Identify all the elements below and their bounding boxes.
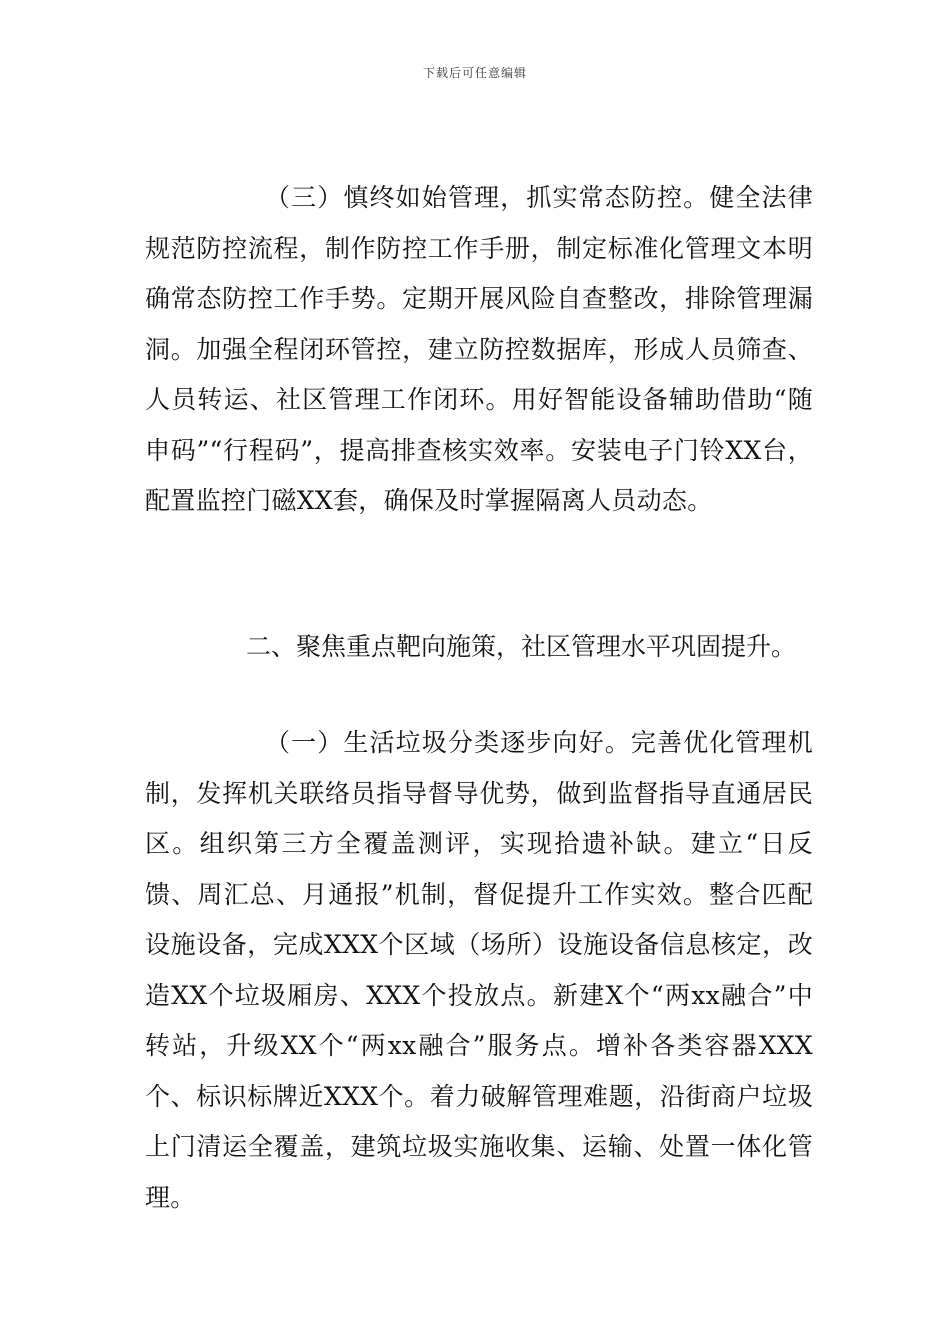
page-header: 下载后可任意编辑 [422,66,527,80]
section-heading: 二、聚焦重点靶向施策，社区管理水平巩固提升。 [246,632,797,661]
paragraph-garbage-sorting: （一）生活垃圾分类逐步向好。完善优化管理机制，发挥机关联络员指导督导优势，做到监督指导直通居民区。组织第三方全覆盖测评，实现拾遗补缺。建立“日反馈、周汇总、月通报”机制，督促提升工作实效。整合匹配设施设备，完成XXX个区域（场所）设施设备信息核定，改造XX个垃圾厢房、XXX个投放点。新建X个“两xx融合”中转站，升级XX个“两xx融合”服务点。增补各类容器XXX个、标识标牌近XXX个。着力破解管理难题，沿街商户垃圾上门清运全覆盖，建筑垃圾实施收集、运输、处置一体化管理。 [145,728,813,1212]
paragraph-control-measures: （三）慎终如始管理，抓实常态防控。健全法律规范防控流程，制作防控工作手册，制定标准化管理文本明确常态防控工作手势。定期开展风险自查整改，排除管理漏洞。加强全程闭环管控，建立防控数据库，形成人员筛查、人员转运、社区管理工作闭环。用好智能设备辅助借助“随申码”“行程码”，提高排查核实效率。安装电子门铃XX台，配置监控门磁XX套，确保及时掌握隔离人员动态。 [145,183,813,515]
